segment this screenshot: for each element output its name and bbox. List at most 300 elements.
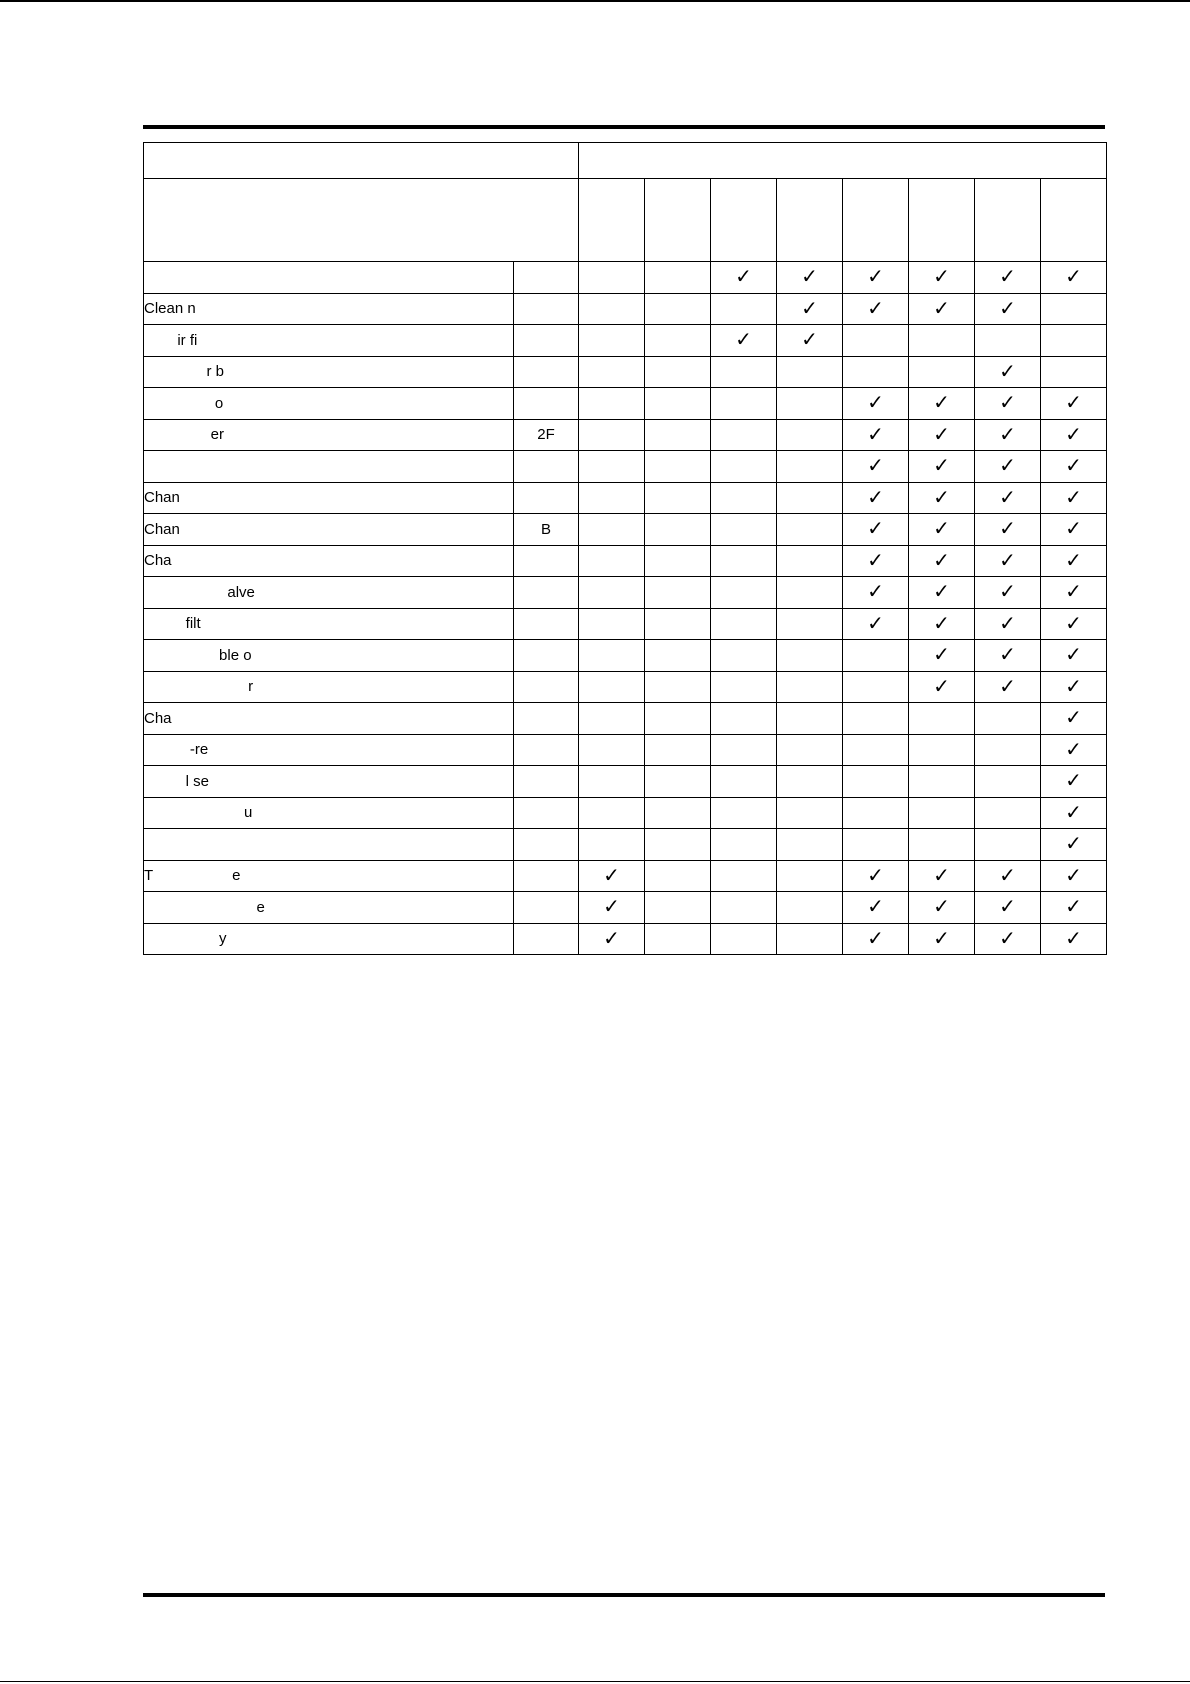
interval-cell (711, 671, 777, 703)
header-interval-cell (909, 179, 975, 262)
maintenance-item (144, 451, 514, 483)
interval-cell (777, 640, 843, 672)
interval-cell (579, 325, 645, 357)
checkmark-icon: ✓ (999, 612, 1016, 635)
interval-cell (843, 892, 909, 924)
header-rule (143, 125, 1105, 129)
interval-cell (975, 923, 1041, 955)
interval-cell (711, 545, 777, 577)
interval-cell (777, 797, 843, 829)
checkmark-icon: ✓ (867, 864, 884, 887)
checkmark-icon: ✓ (999, 297, 1016, 320)
checkmark-icon: ✓ (933, 266, 950, 289)
table-header-row-2 (144, 179, 1107, 262)
interval-cell (579, 734, 645, 766)
checkmark-icon: ✓ (735, 266, 752, 289)
maintenance-item: er (144, 419, 514, 451)
header-interval-group-cell (579, 143, 1107, 179)
interval-cell (1041, 514, 1107, 546)
interval-cell (909, 734, 975, 766)
interval-cell (777, 325, 843, 357)
interval-cell (975, 829, 1041, 861)
interval-cell (711, 829, 777, 861)
checkmark-icon: ✓ (999, 927, 1016, 950)
interval-cell (909, 671, 975, 703)
checkmark-icon: ✓ (933, 896, 950, 919)
interval-cell (1041, 703, 1107, 735)
interval-cell (975, 671, 1041, 703)
checkmark-icon: ✓ (999, 392, 1016, 415)
item-code (514, 703, 579, 735)
interval-cell (909, 262, 975, 294)
interval-cell (975, 356, 1041, 388)
interval-cell (579, 766, 645, 798)
maintenance-item: ir fi (144, 325, 514, 357)
interval-cell (843, 797, 909, 829)
interval-cell (975, 325, 1041, 357)
table-row (144, 797, 1107, 829)
interval-cell (579, 892, 645, 924)
interval-cell (645, 388, 711, 420)
interval-cell (1041, 262, 1107, 294)
interval-cell (1041, 671, 1107, 703)
checkmark-icon: ✓ (933, 675, 950, 698)
item-code (514, 923, 579, 955)
interval-cell (711, 797, 777, 829)
table-row (144, 293, 1107, 325)
table-row (144, 577, 1107, 609)
checkmark-icon: ✓ (999, 896, 1016, 919)
interval-cell (1041, 860, 1107, 892)
interval-cell (843, 451, 909, 483)
checkmark-icon: ✓ (1065, 707, 1082, 730)
checkmark-icon: ✓ (999, 360, 1016, 383)
interval-cell (843, 860, 909, 892)
interval-cell (975, 640, 1041, 672)
interval-cell (579, 545, 645, 577)
table-row (144, 356, 1107, 388)
interval-cell (777, 262, 843, 294)
interval-cell (645, 797, 711, 829)
interval-cell (777, 451, 843, 483)
checkmark-icon: ✓ (1065, 392, 1082, 415)
interval-cell (777, 703, 843, 735)
interval-cell (645, 671, 711, 703)
interval-cell (975, 797, 1041, 829)
maintenance-item: e (144, 892, 514, 924)
interval-cell (711, 293, 777, 325)
interval-cell (975, 262, 1041, 294)
header-interval-cell (975, 179, 1041, 262)
interval-cell (777, 608, 843, 640)
header-interval-cell (777, 179, 843, 262)
table-row (144, 671, 1107, 703)
interval-cell (975, 545, 1041, 577)
interval-cell (843, 388, 909, 420)
checkmark-icon: ✓ (933, 486, 950, 509)
interval-cell (579, 419, 645, 451)
interval-cell (645, 608, 711, 640)
interval-cell (579, 640, 645, 672)
maintenance-item: filt (144, 608, 514, 640)
checkmark-icon: ✓ (867, 927, 884, 950)
checkmark-icon: ✓ (1065, 644, 1082, 667)
item-code (514, 293, 579, 325)
item-code (514, 766, 579, 798)
interval-cell (843, 608, 909, 640)
header-interval-cell (579, 179, 645, 262)
checkmark-icon: ✓ (1065, 864, 1082, 887)
interval-cell (579, 388, 645, 420)
interval-cell (777, 514, 843, 546)
interval-cell (645, 451, 711, 483)
interval-cell (909, 545, 975, 577)
interval-cell (1041, 766, 1107, 798)
interval-cell (711, 482, 777, 514)
maintenance-item: -re (144, 734, 514, 766)
checkmark-icon: ✓ (867, 549, 884, 572)
interval-cell (777, 482, 843, 514)
footer-rule (143, 1593, 1105, 1597)
table-row (144, 451, 1107, 483)
item-code (514, 356, 579, 388)
interval-cell (579, 262, 645, 294)
interval-cell (777, 829, 843, 861)
maintenance-item: T e (144, 860, 514, 892)
interval-cell (1041, 293, 1107, 325)
checkmark-icon: ✓ (999, 864, 1016, 887)
checkmark-icon: ✓ (735, 329, 752, 352)
interval-cell (777, 388, 843, 420)
interval-cell (909, 703, 975, 735)
page-edge-bottom (0, 1681, 1190, 1682)
interval-cell (843, 671, 909, 703)
interval-cell (909, 577, 975, 609)
interval-cell (843, 577, 909, 609)
item-code (514, 640, 579, 672)
table-row (144, 388, 1107, 420)
interval-cell (645, 640, 711, 672)
interval-cell (1041, 482, 1107, 514)
table-row (144, 514, 1107, 546)
interval-cell (711, 703, 777, 735)
checkmark-icon: ✓ (867, 266, 884, 289)
header-item-cell (144, 143, 579, 179)
interval-cell (843, 734, 909, 766)
interval-cell (645, 482, 711, 514)
interval-cell (1041, 829, 1107, 861)
checkmark-icon: ✓ (933, 518, 950, 541)
interval-cell (843, 766, 909, 798)
checkmark-icon: ✓ (867, 455, 884, 478)
checkmark-icon: ✓ (603, 927, 620, 950)
checkmark-icon: ✓ (1065, 266, 1082, 289)
interval-cell (843, 829, 909, 861)
interval-cell (1041, 923, 1107, 955)
interval-cell (975, 766, 1041, 798)
interval-cell (843, 262, 909, 294)
interval-cell (909, 923, 975, 955)
checkmark-icon: ✓ (933, 612, 950, 635)
maintenance-item: Clean n (144, 293, 514, 325)
checkmark-icon: ✓ (867, 486, 884, 509)
page-edge-top (0, 0, 1190, 2)
maintenance-item: ble o (144, 640, 514, 672)
checkmark-icon: ✓ (999, 455, 1016, 478)
interval-cell (909, 356, 975, 388)
interval-cell (777, 577, 843, 609)
item-code (514, 797, 579, 829)
interval-cell (975, 293, 1041, 325)
interval-cell (645, 356, 711, 388)
checkmark-icon: ✓ (867, 581, 884, 604)
interval-cell (1041, 608, 1107, 640)
interval-cell (843, 514, 909, 546)
interval-cell (711, 766, 777, 798)
interval-cell (645, 325, 711, 357)
interval-cell (711, 734, 777, 766)
maintenance-item: Chan (144, 482, 514, 514)
interval-cell (579, 356, 645, 388)
interval-cell (777, 734, 843, 766)
interval-cell (909, 608, 975, 640)
interval-cell (909, 419, 975, 451)
interval-cell (579, 671, 645, 703)
checkmark-icon: ✓ (801, 266, 818, 289)
interval-cell (579, 451, 645, 483)
checkmark-icon: ✓ (1065, 738, 1082, 761)
interval-cell (975, 451, 1041, 483)
interval-cell (711, 860, 777, 892)
checkmark-icon: ✓ (999, 518, 1016, 541)
checkmark-icon: ✓ (867, 423, 884, 446)
interval-cell (1041, 388, 1107, 420)
checkmark-icon: ✓ (1065, 896, 1082, 919)
table-row (144, 703, 1107, 735)
checkmark-icon: ✓ (933, 455, 950, 478)
interval-cell (843, 703, 909, 735)
checkmark-icon: ✓ (1065, 581, 1082, 604)
interval-cell (645, 892, 711, 924)
checkmark-icon: ✓ (801, 297, 818, 320)
item-code (514, 734, 579, 766)
item-code (514, 671, 579, 703)
item-code: B (514, 514, 579, 546)
interval-cell (579, 577, 645, 609)
maintenance-schedule-table (143, 142, 1107, 955)
interval-cell (909, 829, 975, 861)
interval-cell (909, 482, 975, 514)
interval-cell (711, 356, 777, 388)
interval-cell (579, 482, 645, 514)
interval-cell (975, 608, 1041, 640)
item-code (514, 482, 579, 514)
checkmark-icon: ✓ (933, 423, 950, 446)
interval-cell (645, 829, 711, 861)
interval-cell (843, 923, 909, 955)
maintenance-item: Cha (144, 545, 514, 577)
interval-cell (711, 419, 777, 451)
interval-cell (1041, 356, 1107, 388)
interval-cell (777, 892, 843, 924)
table-row (144, 734, 1107, 766)
interval-cell (777, 419, 843, 451)
interval-cell (711, 514, 777, 546)
checkmark-icon: ✓ (1065, 801, 1082, 824)
interval-cell (579, 923, 645, 955)
interval-cell (843, 325, 909, 357)
interval-cell (909, 640, 975, 672)
interval-cell (711, 608, 777, 640)
header-item-subcell (144, 179, 579, 262)
checkmark-icon: ✓ (867, 392, 884, 415)
checkmark-icon: ✓ (1065, 927, 1082, 950)
interval-cell (1041, 892, 1107, 924)
item-code (514, 860, 579, 892)
checkmark-icon: ✓ (933, 297, 950, 320)
interval-cell (711, 640, 777, 672)
interval-cell (579, 860, 645, 892)
table-row (144, 262, 1107, 294)
interval-cell (843, 356, 909, 388)
item-code: 2F (514, 419, 579, 451)
checkmark-icon: ✓ (603, 896, 620, 919)
interval-cell (909, 797, 975, 829)
item-code (514, 388, 579, 420)
interval-cell (909, 766, 975, 798)
interval-cell (645, 419, 711, 451)
interval-cell (777, 356, 843, 388)
table-row (144, 419, 1107, 451)
interval-cell (1041, 640, 1107, 672)
interval-cell (645, 734, 711, 766)
interval-cell (909, 514, 975, 546)
maintenance-item: Cha (144, 703, 514, 735)
maintenance-item: o (144, 388, 514, 420)
interval-cell (579, 293, 645, 325)
checkmark-icon: ✓ (999, 423, 1016, 446)
maintenance-item: u (144, 797, 514, 829)
maintenance-item: l se (144, 766, 514, 798)
checkmark-icon: ✓ (1065, 518, 1082, 541)
interval-cell (843, 293, 909, 325)
table-row (144, 766, 1107, 798)
checkmark-icon: ✓ (1065, 612, 1082, 635)
item-code (514, 892, 579, 924)
interval-cell (579, 514, 645, 546)
checkmark-icon: ✓ (999, 549, 1016, 572)
checkmark-icon: ✓ (801, 329, 818, 352)
interval-cell (777, 545, 843, 577)
checkmark-icon: ✓ (933, 392, 950, 415)
interval-cell (909, 293, 975, 325)
interval-cell (645, 545, 711, 577)
interval-cell (711, 892, 777, 924)
maintenance-item: Chan (144, 514, 514, 546)
interval-cell (777, 293, 843, 325)
interval-cell (909, 451, 975, 483)
interval-cell (975, 860, 1041, 892)
interval-cell (579, 608, 645, 640)
interval-cell (645, 262, 711, 294)
checkmark-icon: ✓ (933, 549, 950, 572)
interval-cell (1041, 451, 1107, 483)
checkmark-icon: ✓ (603, 864, 620, 887)
maintenance-item: r b (144, 356, 514, 388)
checkmark-icon: ✓ (999, 486, 1016, 509)
interval-cell (843, 482, 909, 514)
checkmark-icon: ✓ (1065, 833, 1082, 856)
table-row (144, 325, 1107, 357)
checkmark-icon: ✓ (933, 864, 950, 887)
item-code (514, 545, 579, 577)
interval-cell (645, 703, 711, 735)
maintenance-item (144, 829, 514, 861)
interval-cell (975, 388, 1041, 420)
interval-cell (645, 860, 711, 892)
item-code (514, 325, 579, 357)
checkmark-icon: ✓ (933, 644, 950, 667)
item-code (514, 829, 579, 861)
interval-cell (711, 262, 777, 294)
interval-cell (909, 388, 975, 420)
interval-cell (777, 860, 843, 892)
interval-cell (975, 892, 1041, 924)
interval-cell (711, 388, 777, 420)
interval-cell (645, 923, 711, 955)
item-code (514, 451, 579, 483)
checkmark-icon: ✓ (1065, 770, 1082, 793)
header-interval-cell (645, 179, 711, 262)
maintenance-item (144, 262, 514, 294)
interval-cell (975, 734, 1041, 766)
checkmark-icon: ✓ (1065, 423, 1082, 446)
interval-cell (1041, 419, 1107, 451)
interval-cell (579, 797, 645, 829)
interval-cell (975, 482, 1041, 514)
maintenance-item: alve (144, 577, 514, 609)
checkmark-icon: ✓ (933, 581, 950, 604)
interval-cell (711, 577, 777, 609)
table-row (144, 482, 1107, 514)
interval-cell (711, 451, 777, 483)
interval-cell (1041, 325, 1107, 357)
item-code (514, 608, 579, 640)
interval-cell (1041, 734, 1107, 766)
checkmark-icon: ✓ (1065, 549, 1082, 572)
checkmark-icon: ✓ (999, 675, 1016, 698)
item-code (514, 577, 579, 609)
interval-cell (1041, 797, 1107, 829)
table-row (144, 640, 1107, 672)
checkmark-icon: ✓ (999, 266, 1016, 289)
header-interval-cell (843, 179, 909, 262)
interval-cell (777, 671, 843, 703)
checkmark-icon: ✓ (933, 927, 950, 950)
interval-cell (645, 766, 711, 798)
interval-cell (645, 577, 711, 609)
table-row (144, 923, 1107, 955)
interval-cell (975, 514, 1041, 546)
interval-cell (579, 829, 645, 861)
maintenance-item: y (144, 923, 514, 955)
interval-cell (909, 325, 975, 357)
interval-cell (843, 640, 909, 672)
interval-cell (975, 419, 1041, 451)
interval-cell (843, 419, 909, 451)
maintenance-item: r (144, 671, 514, 703)
interval-cell (909, 860, 975, 892)
